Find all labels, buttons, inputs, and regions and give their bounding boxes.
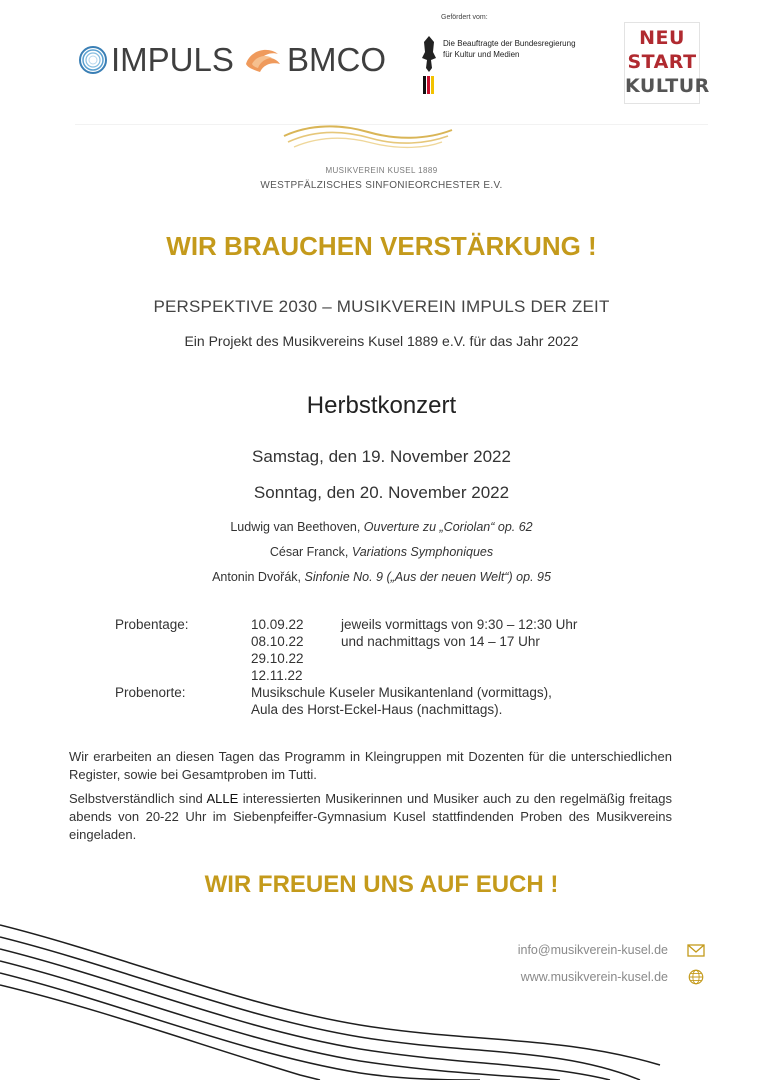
impuls-logo bbox=[78, 40, 234, 80]
bkm-logo bbox=[420, 14, 590, 104]
program-work: Variations Symphoniques bbox=[351, 545, 494, 559]
rehearsal-place: Musikschule Kuseler Musikantenland (vormittags), bbox=[251, 685, 552, 700]
program-composer: César Franck, bbox=[269, 545, 352, 559]
rehearsal-place: Aula des Horst-Eckel-Haus (nachmittags). bbox=[251, 702, 503, 717]
org-name-line-1: MUSIKVEREIN KUSEL 1889 bbox=[325, 166, 438, 175]
neustart-kultur-logo bbox=[624, 22, 710, 104]
headline: WIR BRAUCHEN VERSTÄRKUNG ! bbox=[166, 231, 597, 261]
project-subtitle: PERSPEKTIVE 2030 – MUSIKVEREIN IMPULS DER ZEIT bbox=[153, 297, 610, 316]
program-work: Sinfonie No. 9 („Aus der neuen Welt“) op. 95 bbox=[304, 570, 551, 584]
gold-wave-logo bbox=[280, 120, 456, 152]
neustart-word-2: START bbox=[627, 51, 697, 73]
program-item bbox=[0, 545, 763, 559]
rehearsal-date: 08.10.22 bbox=[251, 634, 304, 649]
bkm-line-1: Die Beauftragte der Bundesregierung bbox=[443, 39, 576, 48]
impuls-circle-icon bbox=[78, 45, 108, 75]
paragraph-text: interessierten Musikerinnen und Musiker auch zu den regelmäßig freitags abends von 20-22 Uhr im Siebenpfeiffer-Gymnasium Kusel stattfindenden Proben des Musikvereins eingeladen. bbox=[69, 791, 672, 842]
program-work: Ouverture zu „Coriolan“ op. 62 bbox=[363, 520, 533, 534]
bmco-logo bbox=[242, 40, 386, 80]
rehearsal-date: 10.09.22 bbox=[251, 617, 304, 632]
rehearsal-places-label: Probenorte: bbox=[115, 685, 186, 700]
closing-headline: WIR FREUEN UNS AUF EUCH ! bbox=[204, 871, 559, 898]
program-composer: Antonin Dvořák, bbox=[212, 570, 305, 584]
bmco-swirl-icon bbox=[242, 44, 284, 76]
org-name-line-2: WESTPFÄLZISCHES SINFONIEORCHESTER E.V. bbox=[260, 180, 503, 191]
rehearsal-time-afternoon: und nachmittags von 14 – 17 Uhr bbox=[341, 634, 540, 649]
contact-website[interactable]: www.musikverein-kusel.de bbox=[520, 970, 668, 984]
rehearsal-date: 12.11.22 bbox=[251, 668, 303, 683]
concert-title: Herbstkonzert bbox=[306, 392, 457, 419]
impuls-logo-text: IMPULS bbox=[111, 41, 234, 78]
program-item bbox=[0, 520, 763, 534]
program-item bbox=[0, 570, 763, 584]
rehearsal-time-morning: jeweils vormittags von 9:30 – 12:30 Uhr bbox=[341, 617, 578, 632]
neustart-word-1: NEU bbox=[639, 27, 685, 49]
federal-eagle-icon bbox=[420, 32, 438, 96]
paragraph-text: Selbstverständlich sind bbox=[69, 791, 207, 806]
info-paragraph-2 bbox=[69, 790, 672, 844]
info-paragraph-1: Wir erarbeiten an diesen Tagen das Programm in Kleingruppen mit Dozenten für die unterschiedlichen Register, sowie bei Gesamtproben im Tutti. bbox=[69, 749, 672, 782]
globe-icon[interactable] bbox=[686, 968, 706, 986]
project-subline: Ein Projekt des Musikvereins Kusel 1889 e.V. für das Jahr 2022 bbox=[184, 333, 579, 349]
neustart-word-3: KULTUR bbox=[625, 75, 710, 97]
rehearsal-days-label: Probentage: bbox=[115, 617, 189, 632]
program-composer: Ludwig van Beethoven, bbox=[230, 520, 364, 534]
bkm-heading: Gefördert vom: bbox=[441, 14, 488, 21]
bmco-logo-text: BMCO bbox=[287, 41, 386, 78]
contact-email[interactable]: info@musikverein-kusel.de bbox=[517, 943, 668, 957]
paragraph-emphasis: ALLE bbox=[206, 791, 239, 806]
bkm-line-2: für Kultur und Medien bbox=[443, 50, 520, 59]
envelope-icon[interactable] bbox=[686, 942, 706, 958]
concert-date-2: Sonntag, den 20. November 2022 bbox=[253, 483, 510, 502]
concert-date-1: Samstag, den 19. November 2022 bbox=[252, 447, 511, 466]
rehearsal-date: 29.10.22 bbox=[251, 651, 304, 666]
footer-wave-decoration bbox=[0, 905, 763, 1080]
